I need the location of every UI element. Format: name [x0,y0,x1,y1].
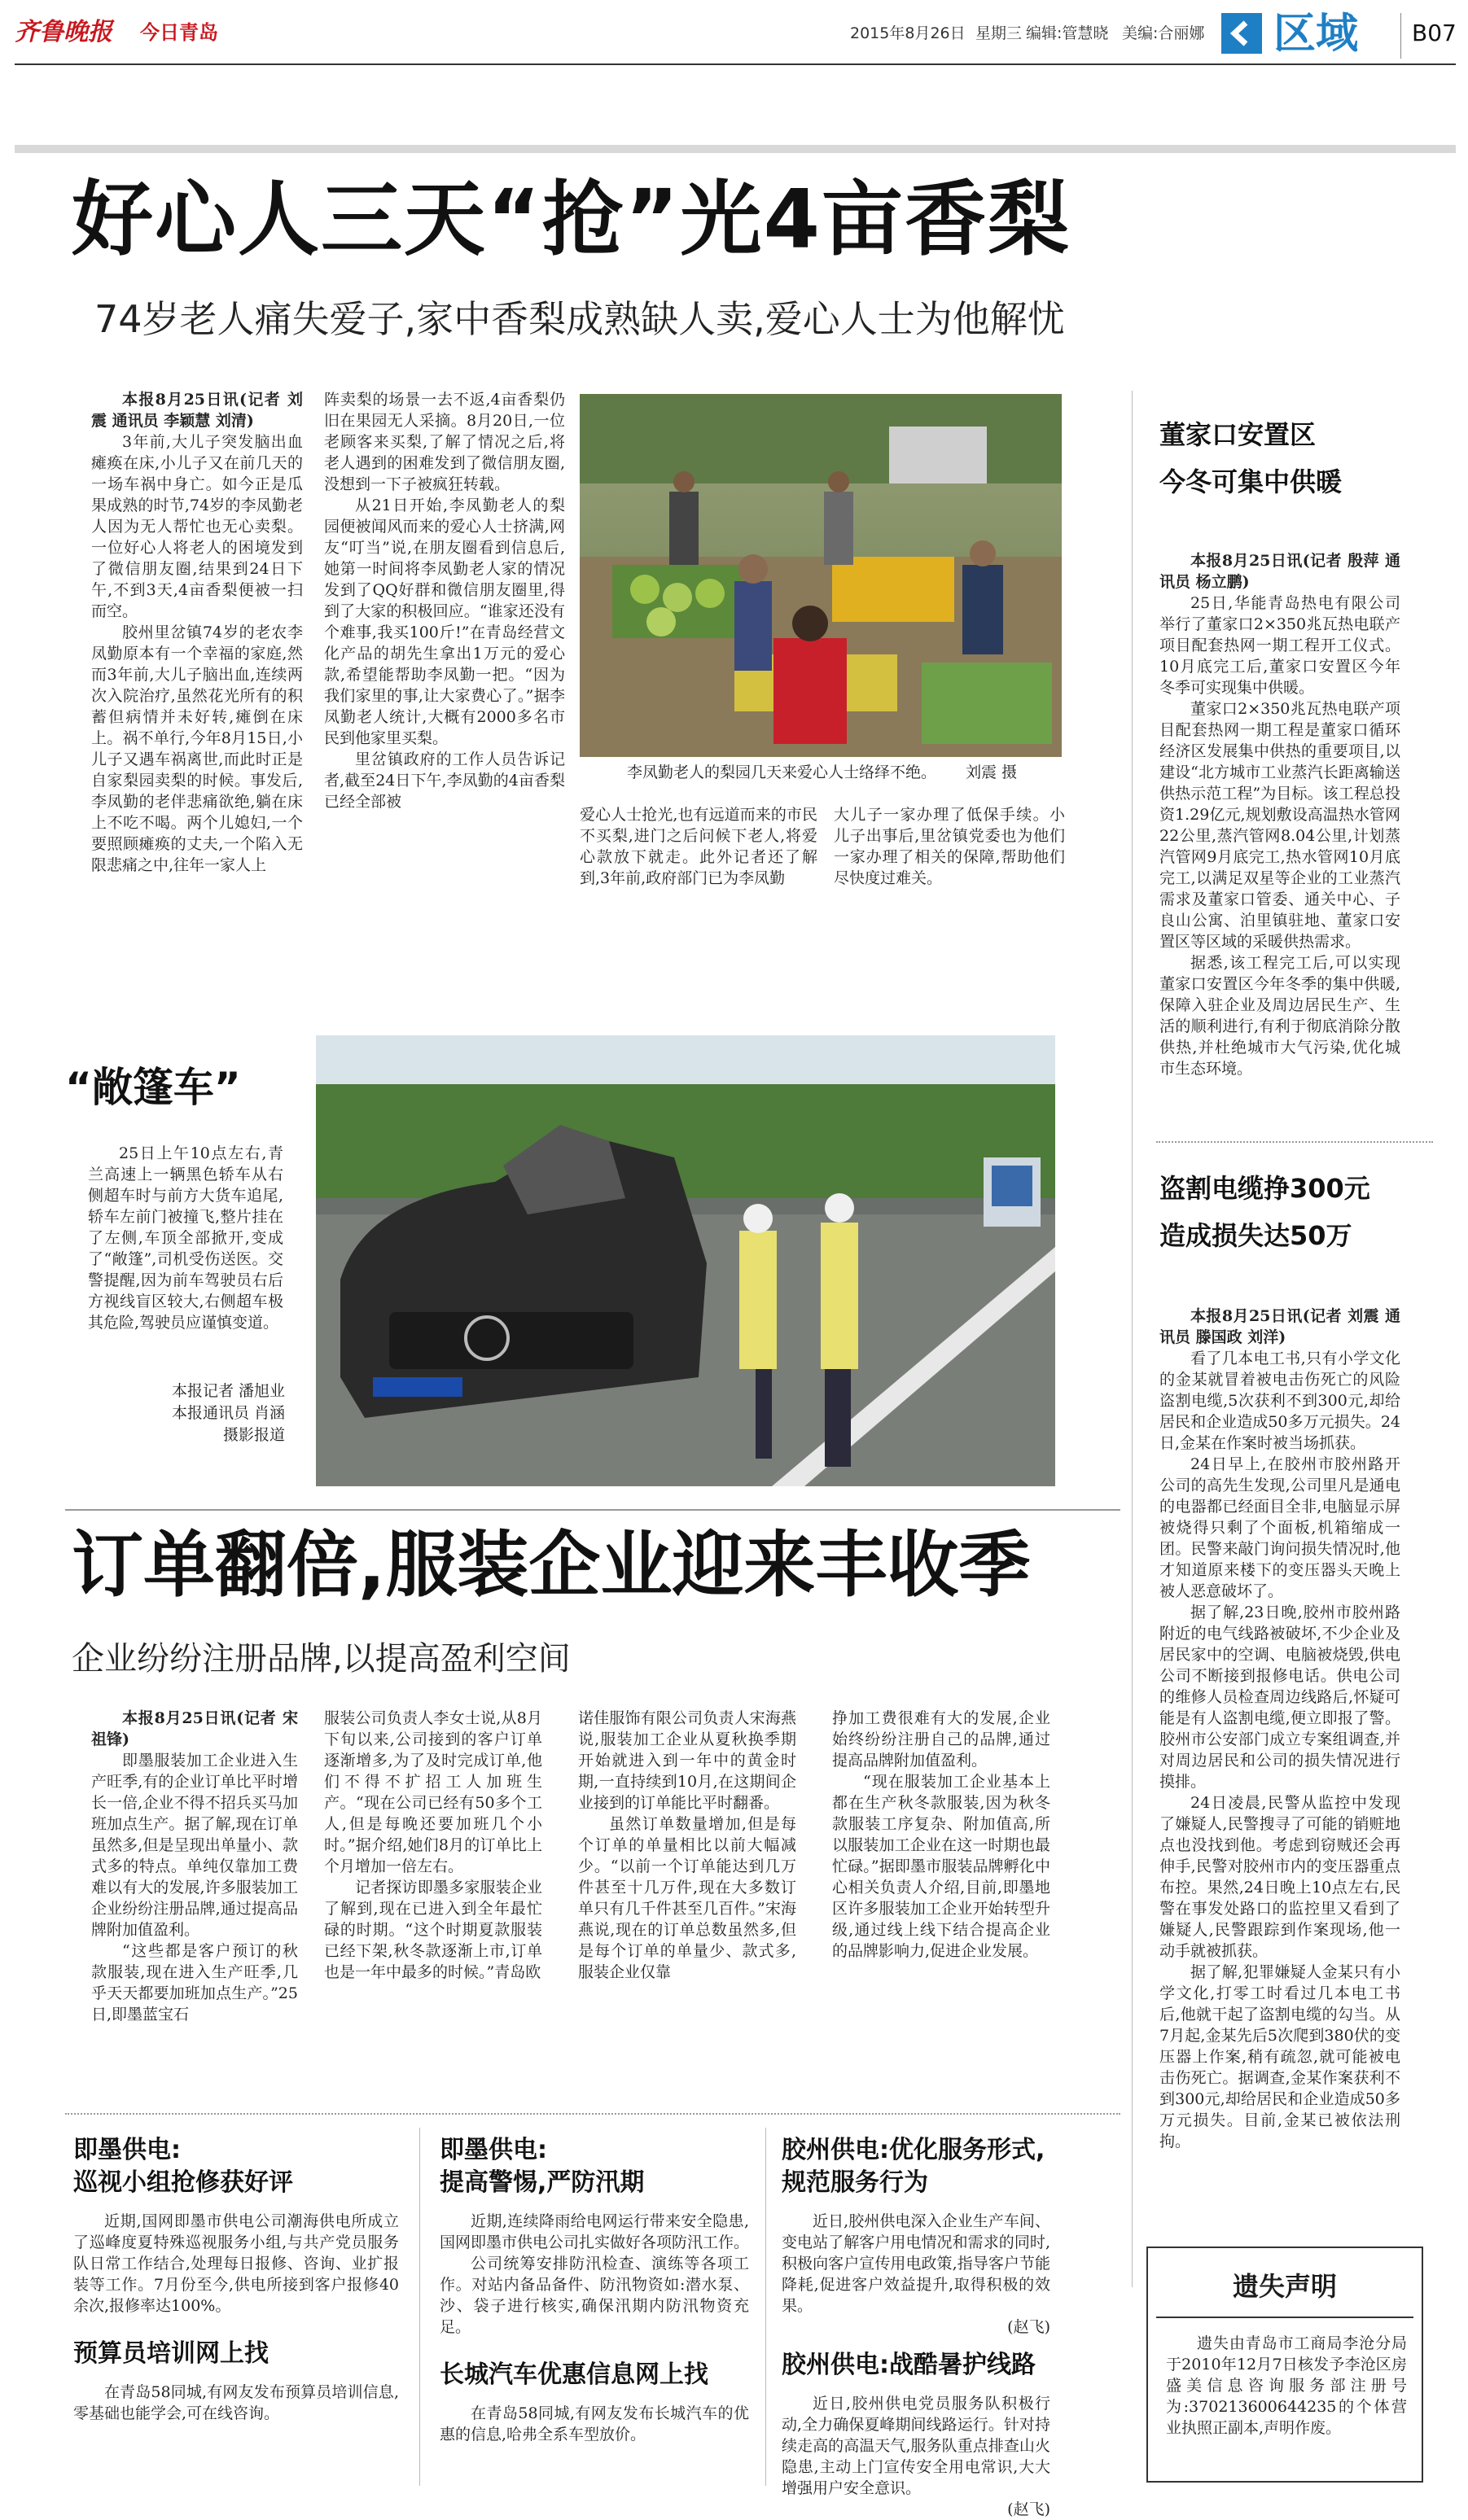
dianlan-paragraph-5: 据了解,犯罪嫌疑人金某只有小学文化,打零工时看过几本电工书后,他就干起了盗割电缆的勾当。从7月起,金某先后5次爬到380伏的变压器上作案,稍有疏忽,就可能被电击伤死亡。据调查,金某作案获利不到300元,却给居民和企业造成50多万元损失。目前,金某已被依法刑拘。 [1159,1963,1400,2150]
dianlan-paragraph-2: 24日早上,在胶州市胶州路开公司的高先生发现,公司里凡是通电的电器都已经面目全非,电脑显示屏被烧得只剩了个面板,机箱缩成一团。民警来敲门询问损失情况时,他才知道原来楼下的变压器头天晚上被人恶意破坏了。 [1159,1455,1400,1600]
lead-title: 好心人三天“抢”光4亩香梨 [72,172,1071,267]
dongjiakou-title-line-1: 董家口安置区 [1159,419,1317,450]
section-badge [1221,10,1417,63]
brief-3-body [440,2211,749,2338]
brief-1-body [73,2211,399,2317]
brief-5-title-line-1: 胶州供电:优化服务形式, [782,2136,1045,2164]
lead-paragraph-3: 阵卖梨的场景一去不返,4亩香梨仍旧在果园无人采摘。8月20日,一位老顾客来买梨,了解了情况之后,将老人遇到的困难发到了微信朋友圈,没想到一下子被疯狂转载。 [324,391,565,493]
brief-3-text-2: 公司统筹安排防汛检查、演练等各项工作。对站内备品备件、防汛物资如:潜水泵、沙、袋子进行核实,确保汛期内防汛物资充足。 [440,2255,749,2336]
briefs-divider-2 [765,2128,766,2486]
second-subtitle: 企业纷纷注册品牌,以提高盈利空间 [72,1640,571,1678]
date-text: 2015年8月26日 [850,24,966,42]
brief-1-title-line-1: 即墨供电: [73,2136,181,2164]
lead-paragraph-6: 爱心人士抢光,也有远道而来的市民不买梨,进门之后问候下老人,将爱心款放下就走。此外记者还了解到,3年前,政府部门已为李凤勤 [580,806,817,887]
second-paragraph-8: “现在服装加工企业基本上都在生产秋冬款服装,因为秋冬款服装工序复杂、附加值高,所以服装加工企业在这一时期也最忙碌。”据即墨市服装品牌孵化中心相关负责人介绍,目前,即墨地区许多服装加工企业开始转型升级,通过线上线下结合提高企业的品牌影响力,促进企业发展。 [832,1773,1050,1960]
brief-6-title: 胶州供电:战酷暑护线路 [782,2351,1036,2379]
briefs-divider-1 [419,2128,420,2486]
right-column-divider [1132,391,1133,2287]
chepeng-credit-2: 本报通讯员 肖涵 [171,1404,285,1422]
brief-3 [440,2134,757,2445]
dianlan-title-line-1: 盗割电缆挣300元 [1159,1173,1370,1204]
brief-5-credit: (赵飞) [1007,2318,1050,2336]
masthead-divider [1400,13,1401,59]
lead-col-4 [834,804,1065,889]
lead-paragraph-7: 大儿子一家办理了低保手续。小儿子出事后,里岔镇党委也为他们一家办理了相关的保障,帮助他们尽快度过难关。 [834,806,1065,887]
lead-photo [580,394,1062,757]
second-paragraph-4: 记者探访即墨多家服装企业了解到,现在已进入到全年最忙碌的时期。“这个时期夏款服装已经下架,秋冬款逐渐上市,订单也是一年中最多的时候。”青岛欧 [324,1879,542,1981]
chepeng-credits [130,1380,285,1446]
brief-1-text: 近期,国网即墨市供电公司潮海供电所成立了巡峰度夏特殊巡视服务小组,与共产党员服务队日常工作结合,处理每日报修、咨询、业扩报装等工作。7月份至今,供电所接到客户报修40余次,报修率达100%。 [73,2212,399,2315]
second-col-4 [832,1708,1050,1962]
lost-notice [1146,2247,1423,2483]
dongjiakou-byline: 本报8月25日讯(记者 殷萍 通讯员 杨立鹏) [1159,552,1400,591]
brief-2-text: 在青岛58同城,有网友发布预算员培训信息,零基础也能学会,可在线咨询。 [73,2383,399,2422]
second-col-1 [91,1708,298,2025]
briefs-top-rule [65,2113,1120,2115]
dongjiakou-paragraph-3: 据悉,该工程完工后,可以实现董家口安置区今年冬季的集中供暖,保障入驻企业及周边居民生产、生活的顺利进行,有利于彻底消除分散供热,并杜绝城市大气污染,优化城市生态环境。 [1159,954,1400,1078]
brief-4-title: 长城汽车优惠信息网上找 [440,2360,708,2389]
lead-photo-credit: 刘震 摄 [966,763,1018,781]
second-paragraph-7: 挣加工费很难有大的发展,企业始终纷纷注册自己的品牌,通过提高品牌附加值盈利。 [832,1709,1050,1770]
second-paragraph-1: 即墨服装加工企业进入生产旺季,有的企业订单比平时增长一倍,企业不得不招兵买马加班加点生产。据了解,现在订单虽然多,但是呈现出单量小、款式多的特点。单纯仅靠加工费难以有大的发展,许多服装加工企业纷纷注册品牌,通过提高品牌附加值盈利。 [91,1752,298,1939]
brief-5-title-line-2: 规范服务行为 [782,2168,928,2197]
chepeng-credit-1: 本报记者 潘旭业 [171,1382,285,1400]
chepeng-credit-3: 摄影报道 [222,1426,285,1444]
lost-notice-title: 遗失声明 [1232,2271,1337,2302]
dongjiakou-paragraph-2: 董家口2×350兆瓦热电联产项目配套热网一期工程是董家口循环经济区发展集中供热的重要项目,以建设“北方城市工业蒸汽长距离输送供热示范工程”为目标。该工程总投资1.29亿元,规划敷设高温热水管网22公里,蒸汽管网8.04公里,计划蒸汽管网9月底完工,热水管网10月底完工,以满足双星等企业的工业蒸汽需求及董家口管委、通关中心、子良山公寓、泊里镇驻地、董家口安置区等区域的采暖供热需求。 [1159,700,1400,951]
brief-6-body [782,2393,1050,2520]
dongjiakou-divider [1156,1141,1433,1143]
brief-1-title-line-2: 巡视小组抢修获好评 [73,2168,293,2197]
dianlan-paragraph-3: 据了解,23日晚,胶州市胶州路附近的电气线路被破坏,不少企业及居民家中的空调、电脑被烧毁,供电公司不断接到报修电话。供电公司的维修人员检查周边线路后,怀疑可能是有人盗割电缆,便立即报了警。胶州市公安部门成立专案组调查,并对周边居民和公司的损失情况进行摸排。 [1159,1603,1400,1791]
dianlan-title-line-2: 造成损失达50万 [1159,1220,1352,1251]
lead-col-1 [91,389,303,876]
brief-3-title-line-1: 即墨供电: [440,2136,547,2164]
section-arrow-icon [1221,13,1262,54]
chepeng-text: 25日上午10点左右,青兰高速上一辆黑色轿车从右侧超车时与前方大货车追尾,轿车左前门被撞飞,整片挂在了左侧,车顶全部掀开,变成了“敞篷”,司机受伤送医。交警提醒,因为前车驾驶员右后方视线盲区较大,右侧超车极其危险,驾驶员应谨慎变道。 [88,1144,283,1332]
lost-notice-body [1166,2333,1407,2439]
brief-4-text: 在青岛58同城,有网友发布长城汽车的优惠的信息,哈弗全系车型放价。 [440,2404,749,2443]
page-number: B07 [1412,20,1457,46]
brief-6-credit: (赵飞) [1007,2500,1050,2518]
second-col-3 [578,1708,796,1983]
dongjiakou-paragraph-1: 25日,华能青岛热电有限公司举行了董家口2×350兆瓦热电联产项目配套热网一期工程开工仪式。10月底完工后,董家口安置区今年冬季可实现集中供暖。 [1159,594,1400,697]
paper-name: 齐鲁晚报 [15,18,112,46]
lead-subtitle: 74岁老人痛失爱子,家中香梨成熟缺人卖,爱心人士为他解忧 [94,297,1065,341]
second-byline: 本报8月25日讯(记者 宋祖锋) [91,1709,298,1748]
second-paragraph-2: “这些都是客户预订的秋款服装,现在进入生产旺季,几乎天天都要加班加点生产。”25日,即墨蓝宝石 [91,1942,298,2023]
second-paragraph-3: 服装公司负责人李女士说,从8月下旬以来,公司接到的客户订单逐渐增多,为了及时完成订单,他们不得不扩招工人加班生产。“现在公司已经有50多个工人,但是每晚还要加班几个小时。”据介绍,她们8月的订单比上个月增加一倍左右。 [324,1709,542,1875]
brief-3-title-line-2: 提高警惕,严防汛期 [440,2168,645,2197]
dianlan-paragraph-4: 24日凌晨,民警从监控中发现了嫌疑人,民警搜寻了可能的销赃地点也没找到他。考虑到窃贼还会再伸手,民警对胶州市内的变压器重点布控。果然,24日晚上10点左右,民警在事发处路口的监控里又看到了嫌疑人,民警跟踪到作案现场,他一动手就被抓获。 [1159,1794,1400,1960]
lead-col-3 [580,804,817,889]
chepeng-body [88,1143,283,1333]
brief-1 [73,2134,407,2424]
lead-paragraph-4: 从21日开始,李凤勤老人的梨园便被闻风而来的爱心人士挤满,网友“叮当”说,在朋友圈看到信息后,她第一时间将李凤勤老人家的情况发到了QQ好群和微信朋友圈里,得到了大家的积极回应。“谁家还没有个难事,我买100斤!”在青岛经营文化产品的胡先生拿出1万元的爱心款,希望能帮助李凤勤一把。“因为我们家里的事,让大家费心了。”据李凤勤老人统计,大概有2000多名市民到他家里买梨。 [324,497,565,747]
brief-2-title: 预算员培训网上找 [73,2339,269,2368]
second-paragraph-6: 虽然订单数量增加,但是每个订单的单量相比以前大幅减少。“以前一个订单能达到几万件甚至十几万件,现在大多数订单只有几千件甚至几百件。”宋海燕说,现在的订单总数虽然多,但是每个订单的单量少、款式多,服装企业仅靠 [578,1815,796,1981]
dongjiakou-body [1159,550,1400,1079]
lead-col-2 [324,389,565,812]
brief-2-body [73,2382,399,2424]
brief-4-body [440,2403,749,2445]
brief-6-text: 近日,胶州供电党员服务队积极行动,全力确保夏峰期间线路运行。针对持续走高的高温天气,服务队重点排查山火隐患,主动上门宣传安全用电常识,大大增强用户安全意识。 [782,2395,1050,2497]
brief-5 [782,2134,1058,2520]
designer-text: 美编:合丽娜 [1122,24,1205,42]
brief-5-text: 近日,胶州供电深入企业生产车间、变电站了解客户用电情况和需求的同时,积极向客户宣传用电政策,指导客户节能降耗,促进客户效益提升,取得积极的效果。 [782,2212,1050,2315]
lead-paragraph-2: 胶州里岔镇74岁的老农李凤勤原本有一个幸福的家庭,然而3年前,大儿子脑出血,连续两次入院治疗,虽然花光所有的积蓄但病情并未好转,瘫倒在床上。祸不单行,今年8月15日,小儿子又遇车祸离世,而此时正是自家梨园卖梨的时候。事发后,李凤勤的老伴悲痛欲绝,躺在床上不吃不喝。两个儿媳妇,一个要照顾瘫痪的丈夫,一个陷入无限悲痛之中,往年一家人上 [91,623,303,874]
dianlan-byline: 本报8月25日讯(记者 刘震 通讯员 滕国政 刘洋) [1159,1307,1400,1346]
dongjiakou-title-line-2: 今冬可集中供暖 [1159,466,1343,497]
second-title: 订单翻倍,服装企业迎来丰收季 [72,1523,1031,1607]
lead-paragraph-5: 里岔镇政府的工作人员告诉记者,截至24日下午,李凤勤的4亩香梨已经全部被 [324,750,565,811]
dianlan-paragraph-1: 看了几本电工书,只有小学文化的金某就冒着被电击伤死亡的风险盗割电缆,5次获利不到300元,却给居民和企业造成50多万元损失。24日,金某在作案时被当场抓获。 [1159,1350,1400,1452]
brief-5-body [782,2211,1050,2338]
top-gray-band [15,145,1456,153]
second-paragraph-5: 诺佳服饰有限公司负责人宋海燕说,服装加工企业从夏秋换季期开始就进入到一年中的黄金时期,一直持续到10月,在这期间企业接到的订单能比平时翻番。 [578,1709,796,1812]
edition-label: 今日青岛 [140,21,218,44]
lead-byline: 本报8月25日讯(记者 刘震 通讯员 李颖慧 刘清) [91,391,303,430]
section-title: 区域 [1273,10,1359,59]
chepeng-photo [316,1035,1055,1486]
dianlan-title [1159,1170,1436,1253]
lead-paragraph-1: 3年前,大儿子突发脑出血瘫痪在床,小儿子又在前几天的一场车祸中身亡。如今正是瓜果成熟的时节,74岁的李凤勤老人因为无人帮忙也无心卖梨。一位好心人将老人的困境发到了微信朋友圈,结果到24日下午,不到3天,4亩香梨便被一扫而空。 [91,433,303,620]
brief-3-text-1: 近期,连续降雨给电网运行带来安全隐患,国网即墨市供电公司扎实做好各项防汛工作。 [440,2212,750,2251]
lead-photo-caption-text: 李凤勤老人的梨园几天来爱心人士络绎不绝。 [627,763,937,781]
lost-notice-text: 遗失由青岛市工商局李沧分局于2010年12月7日核发予李沧区房盛美信息咨询服务部注册号为:370213600644235的个体营业执照正副本,声明作废。 [1166,2334,1407,2437]
chepeng-title: “敞篷车” [65,1064,241,1111]
second-col-2 [324,1708,542,1983]
masthead [0,0,1468,73]
second-story-rule [65,1509,1120,1511]
dianlan-body [1159,1306,1400,2152]
weekday-text: 星期三 [975,24,1023,42]
dongjiakou-title [1159,417,1420,500]
masthead-rule [15,63,1456,65]
lead-photo-caption [627,762,1067,783]
lost-notice-rule [1156,2317,1413,2318]
editor-text: 编辑:管慧晓 [1026,24,1109,42]
